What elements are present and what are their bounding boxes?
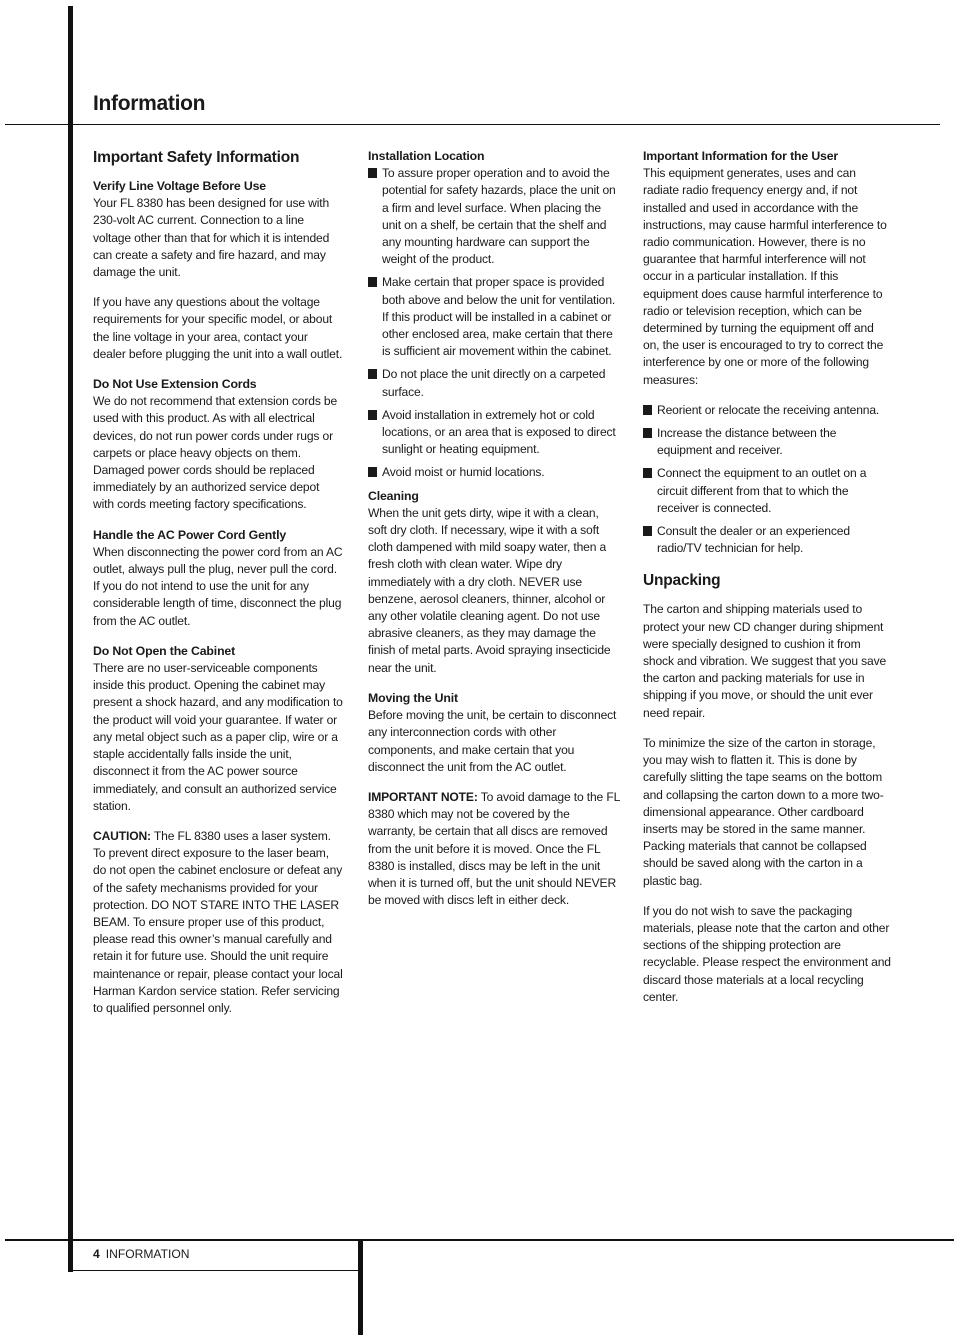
- page-number: 4: [93, 1247, 100, 1261]
- extension-cords-title: Do Not Use Extension Cords: [93, 377, 257, 392]
- open-cabinet-title: Do Not Open the Cabinet: [93, 643, 236, 658]
- extension-cords-text: We do not recommend that extension cords be used with this product. As with all electrical devices, do not run power cords under rugs or carpets or place heavy objects on them. Damaged power cords should be replaced immediately by an authorized service depot with cords meeting factory specifications.: [93, 394, 338, 512]
- important-note-text: To avoid damage to the FL 8380 which may not be covered by the warranty, be certain that all discs are removed from the unit before it is moved. Once the FL 8380 is installed, discs may be left in the unit when it is turned off, but the unit should NEVER be moved with discs left in either deck.: [368, 789, 620, 908]
- list-item: Avoid installation in extremely hot or cold locations, or an area that is exposed to direct sunlight or heating equipment.: [368, 407, 620, 459]
- power-cord-text: When disconnecting the power cord from an AC outlet, always pull the plug, never pull the cord. If you do not intend to use the unit for any considerable length of time, disconnect the plug from the AC outlet.: [93, 544, 343, 628]
- footer-underline: [68, 1270, 360, 1271]
- unpacking-text-2: To minimize the size of the carton in storage, you may wish to flatten it. This is done by carefully slitting the tape seams on the bottom and collapsing the carton down to a more two-dimensional appearance. Other cardboard inserts may be stored in the same manner. Packing materials that cannot be collapsed should be saved along with the carton in a plastic bag.: [643, 735, 884, 888]
- open-cabinet-text: There are no user-serviceable components inside this product. Opening the cabinet may present a shock hazard, and any modification to the product will void your guarantee. If water or any metal object such as a paper clip, wire or a staple accidentally falls inside the unit, disconnect it from the AC power source immediately, and consult an authorized service station.: [93, 661, 343, 813]
- caution-label: CAUTION:: [93, 828, 151, 843]
- list-item: Reorient or relocate the receiving antenna.: [643, 402, 893, 419]
- list-item: Increase the distance between the equipment and receiver.: [643, 425, 893, 459]
- user-info-text: This equipment generates, uses and can radiate radio frequency energy and, if not installed and used in accordance with the instructions, may cause harmful interference to radio communication. However, there is no guarantee that harmful interference will not occur in a particular installation. If this equipment does cause harmful interference to radio or television reception, which can be determined by turning the equipment off and on, the user is encouraged to try to correct the interference by one or more of the following measures:: [643, 166, 887, 387]
- list-item: Consult the dealer or an experienced radio/TV technician for help.: [643, 523, 893, 557]
- line-voltage-title: Verify Line Voltage Before Use: [93, 179, 266, 193]
- unpacking-heading: Unpacking: [643, 572, 721, 590]
- footer-rule: [5, 1239, 954, 1241]
- footer-section-label: INFORMATION: [105, 1247, 190, 1261]
- unpacking-text-3: If you do not wish to save the packaging materials, please note that the carton and other sections of the shipping protection are recyclable. Please respect the environment and discard those materials at a local recycling center.: [643, 903, 891, 1004]
- installation-title: Installation Location: [368, 149, 485, 163]
- column-safety: [93, 148, 343, 1030]
- caution-paragraph: [93, 828, 343, 1017]
- cleaning-text: When the unit gets dirty, wipe it with a clean, soft dry cloth. If necessary, wipe it with a soft cloth dampened with mild soapy water, then a fresh cloth with clean water. Wipe dry immediately with a dry cloth. NEVER use benzene, aerosol cleaners, thinner, alcohol or any other volatile cleaning agent. Do not use abrasive cleaners, as they may damage the finish of metal parts. Avoid spraying insecticide near the unit.: [368, 505, 611, 675]
- moving-title: Moving the Unit: [368, 690, 458, 705]
- list-item: Connect the equipment to an outlet on a circuit different from that to which the receiver is connected.: [643, 465, 893, 517]
- caution-text: The FL 8380 uses a laser system. To prevent direct exposure to the laser beam, do not open the cabinet enclosure or defeat any of the safety mechanisms provided for your protection. DO NOT STARE INTO THE LASER BEAM. To ensure proper use of this product, please read this owner’s manual carefully and retain it for future use. Should the unit require maintenance or repair, please contact your local Harman Kardon service station. Refer servicing to qualified personnel only.: [93, 828, 343, 1015]
- power-cord-title: Handle the AC Power Cord Gently: [93, 527, 287, 542]
- column-user-info: [643, 148, 893, 1019]
- list-item: Make certain that proper space is provided both above and below the unit for ventilation. If this product will be installed in a cabinet or other enclosed area, make certain that there is sufficient air movement within the cabinet.: [368, 274, 620, 360]
- list-item: Do not place the unit directly on a carpeted surface.: [368, 366, 620, 400]
- important-note-label: IMPORTANT NOTE:: [368, 789, 478, 804]
- line-voltage-text-2: If you have any questions about the voltage requirements for your specific model, or about the line voltage in your area, contact your dealer before plugging the unit into a wall outlet.: [93, 295, 343, 361]
- title-rule: [5, 124, 940, 125]
- line-voltage-text-1: Your FL 8380 has been designed for use with 230-volt AC current. Connection to a line voltage other than that for which it is intended can create a safety and fire hazard, and may damage the unit.: [93, 196, 330, 280]
- footer-divider-bar: [358, 1240, 363, 1335]
- user-info-title: Important Information for the User: [643, 149, 839, 163]
- list-item: Avoid moist or humid locations.: [368, 464, 620, 481]
- page-title: Information: [93, 92, 206, 115]
- column-installation: [368, 148, 620, 922]
- interference-measures-list: [643, 402, 893, 558]
- page-footer: [93, 1246, 190, 1263]
- important-note-paragraph: [368, 789, 620, 909]
- list-item: To assure proper operation and to avoid the potential for safety hazards, place the unit on a firm and level surface. When placing the unit on a shelf, be certain that the shelf and any mounting hardware can support the weight of the product.: [368, 165, 620, 268]
- safety-heading: Important Safety Information: [93, 149, 300, 166]
- moving-text: Before moving the unit, be certain to disconnect any interconnection cords with other components, and make certain that you disconnect the unit from the AC outlet.: [368, 708, 617, 774]
- cleaning-title: Cleaning: [368, 488, 419, 503]
- unpacking-text-1: The carton and shipping materials used to protect your new CD changer during shipment were specially designed to cushion it from shock and vibration. We suggest that you save the carton and packing materials for use in shipping if you move, or should the unit ever need repair.: [643, 602, 887, 720]
- left-margin-bar: [68, 6, 73, 1272]
- installation-list: [368, 165, 620, 481]
